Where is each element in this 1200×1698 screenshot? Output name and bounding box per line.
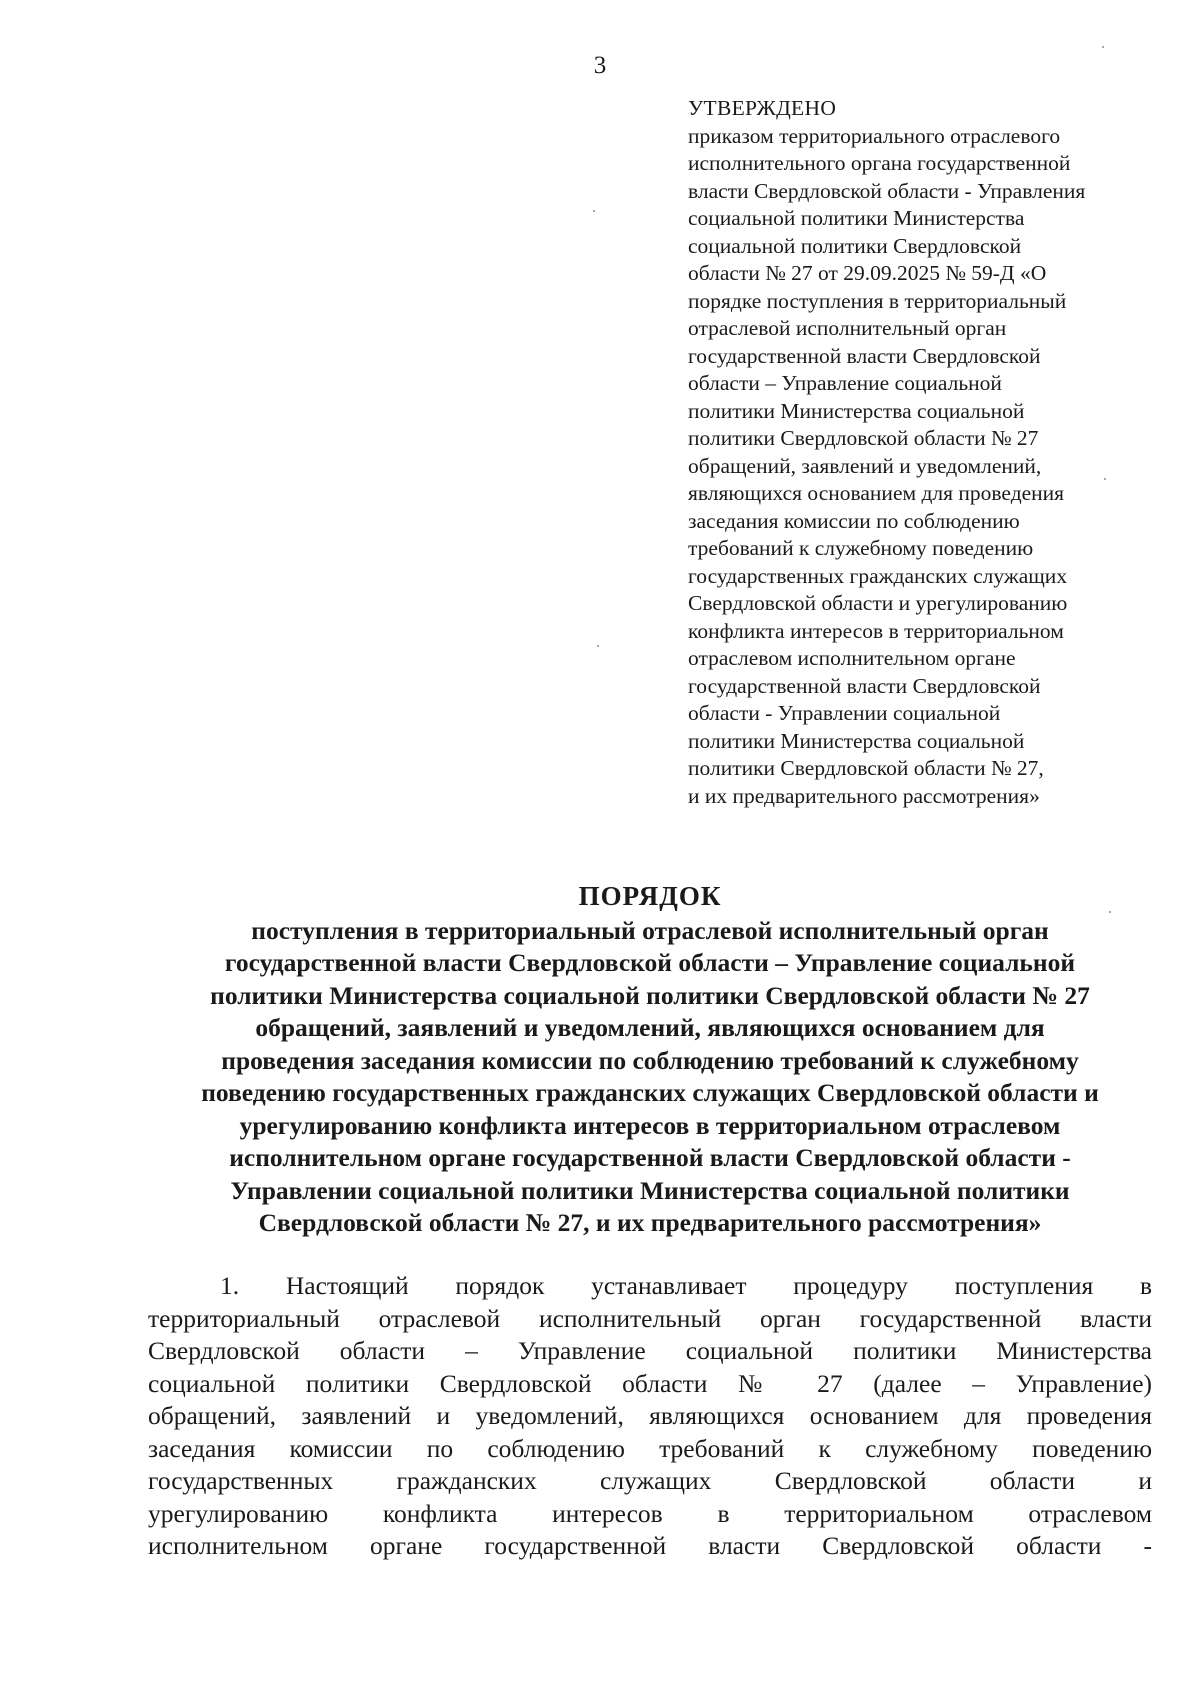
body-line: Свердловской области – Управление социальной политики Министерства: [148, 1336, 1152, 1365]
title-line: проведения заседания комиссии по соблюдению требований к служебному: [221, 1045, 1079, 1075]
body-line: урегулированию конфликта интересов в территориальном отраслевом: [148, 1498, 1152, 1528]
approval-line: Свердловской области и урегулированию: [688, 591, 1068, 615]
body-line: обращений, заявлений и уведомлений, являющихся основанием для проведения: [148, 1401, 1152, 1430]
body-paragraph: [148, 1270, 1152, 1563]
body-line: государственных гражданских служащих Свердловской области и: [148, 1466, 1152, 1495]
document-title: [130, 880, 1170, 1240]
title-line: поступления в территориальный отраслевой исполнительный орган: [251, 915, 1049, 945]
scan-speck: [597, 645, 599, 647]
approval-line: области № 27 от 29.09.2025 № 59-Д «О: [688, 261, 1047, 285]
approval-line: заседания комиссии по соблюдению: [688, 508, 1020, 533]
body-line: исполнительном органе государственной власти Свердловской области -: [148, 1531, 1152, 1560]
approval-line: социальной политики Свердловской: [688, 233, 1022, 258]
approval-line: обращений, заявлений и уведомлений,: [688, 453, 1042, 478]
approval-line: политики Свердловской области № 27: [688, 426, 1039, 450]
body-line: заседания комиссии по соблюдению требований к служебному поведению: [148, 1433, 1152, 1463]
approval-line: области - Управлении социальной: [688, 701, 1001, 725]
approval-line: порядке поступления в территориальный: [688, 288, 1067, 313]
title-line: Свердловской области № 27, и их предварительного рассмотрения»: [258, 1208, 1042, 1237]
title-line: поведению государственных гражданских служащих Свердловской области и: [201, 1078, 1099, 1107]
scan-speck: [1102, 46, 1104, 48]
body-line: социальной политики Свердловской области № 27 (далее – Управление): [148, 1368, 1152, 1398]
body-line: территориальный отраслевой исполнительный орган государственной власти: [148, 1303, 1152, 1333]
title-heading: ПОРЯДОК: [578, 881, 722, 911]
approval-line: конфликта интересов в территориальном: [688, 618, 1064, 643]
approval-line: социальной политики Министерства: [688, 206, 1025, 230]
scan-speck: [1109, 911, 1111, 913]
approval-line: политики Министерства социальной: [688, 728, 1025, 753]
approval-line: власти Свердловской области - Управления: [688, 178, 1086, 203]
scan-speck: [1104, 478, 1106, 480]
approval-line: области – Управление социальной: [688, 371, 1002, 395]
approval-line: являющихся основанием для проведения: [688, 481, 1065, 505]
page-number: 3: [593, 52, 607, 79]
approval-line: и их предварительного рассмотрения»: [688, 783, 1040, 808]
title-line: обращений, заявлений и уведомлений, являющихся основанием для: [255, 1013, 1045, 1042]
approval-block: [688, 95, 1158, 810]
title-line: Управлении социальной политики Министерства социальной политики: [230, 1175, 1070, 1205]
approval-line: политики Министерства социальной: [688, 398, 1025, 423]
approval-line: политики Свердловской области № 27,: [688, 756, 1044, 780]
approval-line: отраслевом исполнительном органе: [688, 646, 1016, 670]
title-line: политики Министерства социальной политики Свердловской области № 27: [210, 980, 1090, 1010]
body-line: 1. Настоящий порядок устанавливает процедуру поступления в: [220, 1271, 1152, 1300]
title-line: государственной власти Свердловской области – Управление социальной: [224, 948, 1076, 977]
title-line: исполнительном органе государственной власти Свердловской области -: [229, 1143, 1071, 1172]
title-line: урегулированию конфликта интересов в территориальном отраслевом: [239, 1110, 1061, 1140]
approval-stamp: УТВЕРЖДЕНО: [688, 96, 837, 120]
scan-speck: [593, 210, 595, 212]
approval-line: государственной власти Свердловской: [688, 673, 1041, 698]
approval-line: отраслевой исполнительный орган: [688, 316, 1007, 340]
approval-line: требований к служебному поведению: [688, 536, 1034, 560]
approval-line: государственной власти Свердловской: [688, 343, 1041, 368]
approval-line: исполнительного органа государственной: [688, 151, 1071, 175]
approval-line: государственных гражданских служащих: [688, 563, 1068, 588]
approval-line: приказом территориального отраслевого: [688, 123, 1061, 148]
